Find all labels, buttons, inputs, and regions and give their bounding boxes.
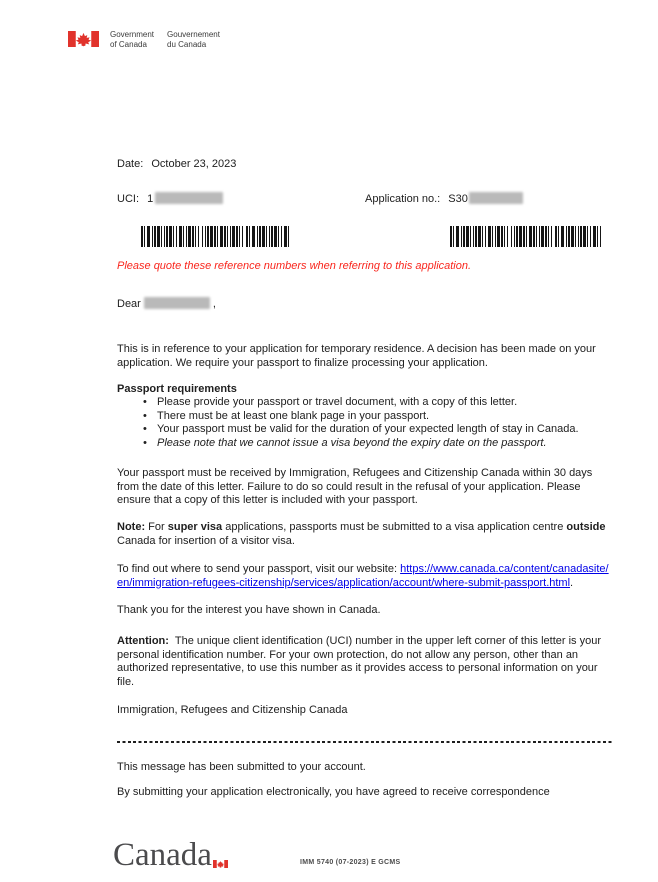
gov-fr-line2: du Canada — [167, 39, 207, 49]
attention-text: The unique client identification (UCI) number in the upper left corner of this letter is your personal identification number. For your own protection, do not allow any person, other than an authorized representative, to use this number as it provides access to personal information on your file. — [117, 635, 602, 688]
government-of-canada-en — [110, 30, 154, 49]
signature-line: Immigration, Refugees and Citizenship Canada — [117, 704, 348, 716]
requirement-item: • Please provide your passport or travel document, with a copy of this letter. — [117, 396, 614, 410]
uci-barcode — [141, 226, 290, 247]
uci-redaction — [155, 192, 223, 204]
gouvernement-du-canada-fr — [167, 30, 220, 49]
canada-wordmark-text: Canada — [113, 837, 212, 873]
gov-en-line2: of Canada — [110, 39, 147, 49]
application-number-visible: S30 — [448, 193, 468, 205]
dashed-divider — [117, 741, 612, 743]
received-paragraph: Your passport must be received by Immigration, Refugees and Citizenship Canada within 30 days from the date of this letter. Failure to do so could result in the refusal of your application. Please ensure that a copy of this letter is included with your passport. — [117, 467, 593, 506]
note-seg2: applications, passports must be submitted to a visa application centre — [222, 521, 567, 533]
application-barcode — [450, 226, 601, 247]
website-suffix: . — [570, 576, 574, 589]
gov-fr-line1: Gouvernement — [167, 30, 220, 39]
note-bold-super-visa: super visa — [167, 521, 223, 533]
date-value: October 23, 2023 — [151, 158, 237, 170]
attention-paragraph — [117, 635, 614, 689]
salutation-prefix: Dear — [117, 298, 141, 310]
application-number-label: Application no.: — [365, 193, 441, 205]
requirement-item: • There must be at least one blank page in your passport. — [117, 410, 614, 424]
requirements-heading: Passport requirements — [117, 383, 237, 395]
where-submit-passport-link[interactable]: https://www.canada.ca/content/canadasite/en/immigration-refugees-citizenship/services/application/account/where-submit-passport.html — [117, 563, 609, 589]
uci-visible-digit: 1 — [147, 193, 154, 205]
agreement-notice: By submitting your application electronically, you have agreed to receive correspondence — [117, 786, 550, 798]
reference-notice: Please quote these reference numbers when referring to this application. — [117, 260, 472, 272]
thanks-line: Thank you for the interest you have shown in Canada. — [117, 604, 381, 616]
note-paragraph — [117, 521, 614, 548]
recipient-name-redaction — [144, 297, 210, 309]
date-line — [117, 158, 236, 172]
note-seg3: Canada for insertion of a visitor visa. — [117, 534, 295, 547]
salutation — [117, 297, 216, 312]
note-bold-outside: outside — [566, 521, 606, 533]
submitted-notice: This message has been submitted to your account. — [117, 761, 366, 773]
salutation-punct: , — [212, 298, 216, 310]
intro-paragraph: This is in reference to your application for temporary residence. A decision has been made on your application. We require your passport to finalize processing your application. — [117, 343, 596, 369]
reference-numbers-row — [117, 192, 614, 207]
requirements-list — [117, 396, 614, 450]
attention-label: Attention: — [117, 635, 169, 647]
website-prefix: To find out where to send your passport, visit our website: — [117, 563, 401, 575]
uci-label: UCI: — [117, 193, 139, 205]
note-seg1: For — [145, 521, 168, 533]
date-label: Date: — [117, 158, 144, 170]
canada-wordmark — [113, 838, 212, 872]
website-paragraph — [117, 563, 614, 590]
requirement-item: • Your passport must be valid for the duration of your expected length of stay in Canada. — [117, 423, 614, 437]
application-number-redaction — [469, 192, 523, 204]
form-number: IMM 5740 (07-2023) E GCMS — [300, 859, 401, 866]
gov-en-line1: Government — [110, 30, 155, 39]
canada-flag-icon — [68, 31, 99, 47]
application-number-group — [365, 192, 523, 207]
wordmark-flag-icon — [213, 841, 228, 875]
requirement-item-italic: • Please note that we cannot issue a visa beyond the expiry date on the passport. — [117, 437, 614, 451]
government-signature — [68, 30, 220, 49]
note-label: Note: — [117, 521, 146, 533]
